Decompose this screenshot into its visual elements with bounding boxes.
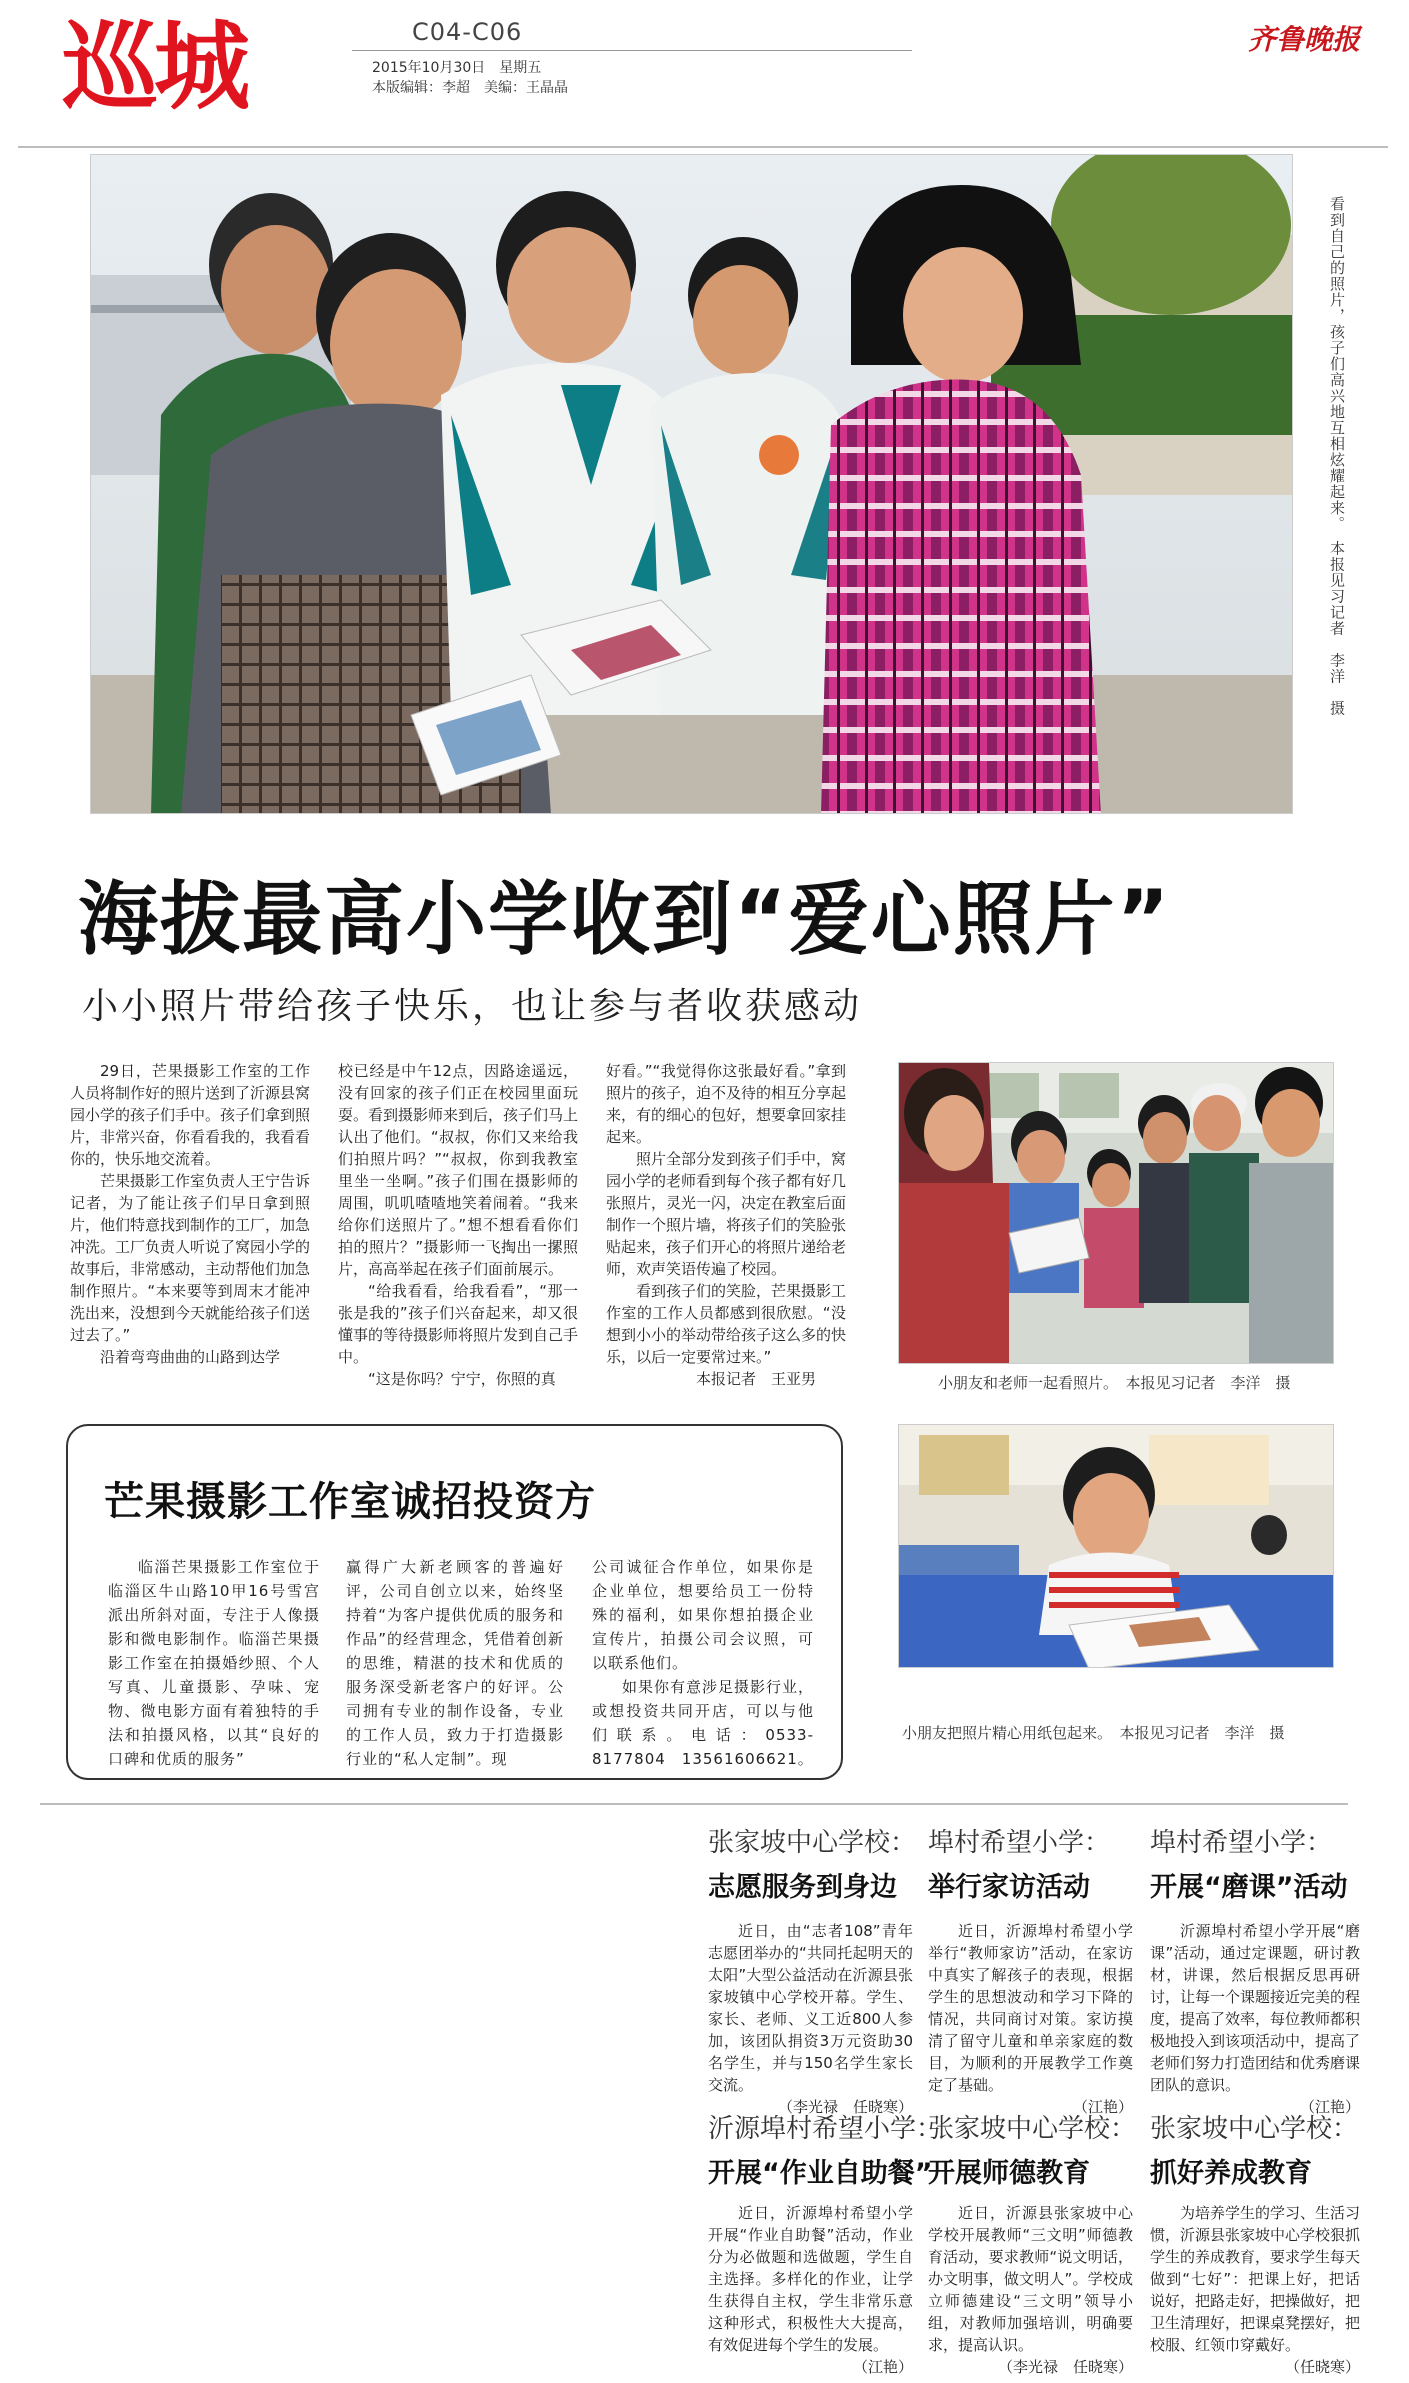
main-photo [90, 154, 1293, 814]
header-divider [352, 50, 912, 51]
article-column-2 [338, 1060, 578, 1390]
article-paragraph: 芒果摄影工作室负责人王宁告诉记者，为了能让孩子们早日拿到照片，他们特意找到制作的工厂，加急冲洗。工厂负责人听说了窝园小学的故事后，非常感动，主动帮他们加急制作照片。“本来要等到周末才能冲洗出来，没想到今天就能给孩子们送过去了。” [70, 1172, 311, 1344]
photo-2-scene [899, 1063, 1334, 1364]
brief-body [928, 1920, 1133, 2118]
brief-teacher-ethics [928, 2108, 1137, 2378]
article-subhead: 小小照片带给孩子快乐，也让参与者收获感动 [82, 986, 863, 1027]
article-paragraph: “给我看看，给我看看”，“那一张是我的”孩子们兴奋起来，却又很懂事的等待摄影师将照片发到自己手中。 [338, 1282, 579, 1366]
brief-school: 张家坡中心学校： [928, 2114, 1137, 2144]
brief-homework-buffet [708, 2108, 943, 2378]
ad-contact: 如果你有意涉足摄影行业，或想投资共同开店，可以与他们联系。电话：0533-8177804 13561606621。 [592, 1678, 815, 1768]
briefs-divider [40, 1803, 1348, 1805]
photo-3-caption: 小朋友把照片精心用纸包起来。 本报见习记者 李洋 摄 [902, 1724, 1285, 1742]
brief-body [708, 1920, 913, 2118]
brief-school: 沂源埠村希望小学： [708, 2114, 943, 2144]
photo-girl-wrapping [898, 1424, 1334, 1668]
brief-title: 志愿服务到身边 [708, 1872, 897, 1903]
article-column-3 [606, 1060, 846, 1390]
brief-volunteer-service [708, 1822, 917, 2118]
brief-body [1150, 1920, 1360, 2118]
ad-title: 芒果摄影工作室诚招投资方 [104, 1479, 596, 1525]
ad-paragraph: 公司诚征合作单位，如果你是企业单位，想要给员工一份特殊的福利，如果你想拍摄企业宣传片，拍摄公司会议照，可以联系他们。 [592, 1558, 814, 1672]
photo-3-scene [899, 1425, 1334, 1668]
header-rule [18, 146, 1388, 148]
photo-2-caption: 小朋友和老师一起看照片。 本报见习记者 李洋 摄 [938, 1374, 1291, 1392]
photo-kids-with-teacher [898, 1062, 1334, 1364]
article-column-1 [70, 1060, 310, 1368]
ad-paragraph: 临淄芒果摄影工作室位于临淄区牛山路10甲16号雪宫派出所斜对面，专注于人像摄影和微电影制作。临淄芒果摄影工作室在拍摄婚纱照、个人写真、儿童摄影、孕味、宠物、微电影方面有着独特的手法和拍摄风格，以其“良好的口碑和优质的服务” [108, 1558, 320, 1768]
section-masthead: 巡城 [62, 10, 246, 123]
brief-text: 近日，沂源埠村希望小学举行“教师家访”活动，在家访中真实了解孩子的表现，根据学生的思想波动和学习下降的情况，共同商讨对策。家访摸清了留守儿童和单亲家庭的数目，为顺利的开展教学工作奠定了基础。 [928, 1922, 1133, 2094]
brief-text: 近日，由“志者108”青年志愿团举办的“共同托起明天的太阳”大型公益活动在沂源县张家坡镇中心学校开幕。学生、家长、老师、义工近800人参加，该团队捐资3万元资助30名学生，并与150名学生家长交流。 [708, 1922, 913, 2094]
brief-title: 举行家访活动 [928, 1872, 1090, 1903]
brief-school: 张家坡中心学校： [1150, 2114, 1359, 2144]
issue-date: 2015年10月30日 星期五 [372, 60, 542, 76]
brief-body [1150, 2202, 1360, 2378]
brief-text: 为培养学生的学习、生活习惯，沂源县张家坡中心学校狠抓学生的养成教育，要求学生每天做到“七好”：把课上好，把话说好，把路走好，把操做好，把卫生清理好，把课桌凳摆好，把校服、红领巾穿戴好。 [1150, 2204, 1361, 2354]
brief-body [708, 2202, 913, 2378]
ad-paragraph: 赢得广大新老顾客的普遍好评，公司自创立以来，始终坚持着“为客户提供优质的服务和作品”的经营理念，凭借着创新的思维，精湛的技术和优质的服务深受新老客户的好评。公司拥有专业的制作设备，专业的工作人员，致力于打造摄影行业的“私人定制”。现 [346, 1558, 564, 1768]
brief-sign: （任晓寒） [1284, 2358, 1360, 2376]
ad-column-3 [592, 1555, 814, 1771]
main-photo-scene [91, 155, 1293, 814]
article-paragraph: 校已经是中午12点，因路途遥远，没有回家的孩子们正在校园里面玩耍。看到摄影师来到后，孩子们马上认出了他们。“叔叔，你们又来给我们拍照片吗？”“叔叔，你到我教室里坐一坐啊。”孩子们围在摄影师的周围，叽叽喳喳地笑着闹着。“我来给你们送照片了。”想不想看看你们拍的照片？”摄影师一飞掏出一摞照片，高高举起在孩子们面前展示。 [338, 1062, 579, 1278]
brief-body [928, 2202, 1133, 2378]
article-paragraph: “这是你吗？宁宁，你照的真 [368, 1370, 556, 1388]
article-paragraph: 照片全部分发到孩子们手中，窝园小学的老师看到每个孩子都有好几张照片，灵光一闪，决定在教室后面制作一个照片墙，将孩子们的笑脸张贴起来，孩子们开心的将照片递给老师，欢声笑语传遍了校园。 [606, 1150, 847, 1278]
article-paragraph: 看到孩子们的笑脸，芒果摄影工作室的工作人员都感到很欣慰。“没想到小小的举动带给孩子这么多的快乐，以后一定要常过来。” [606, 1282, 847, 1366]
brief-sign: （江艳） [1299, 2098, 1360, 2116]
brief-text: 近日，沂源埠村希望小学开展“作业自助餐”活动，作业分为必做题和选做题，学生自主选择。多样化的作业，让学生获得自主权，学生非常乐意这种形式，积极性大大提高，有效促进每个学生的发展。 [708, 2204, 913, 2354]
brief-school: 埠村希望小学： [1150, 1828, 1333, 1858]
brief-title: 开展“作业自助餐” [708, 2158, 933, 2189]
brief-text: 沂源埠村希望小学开展“磨课”活动，通过定课题，研讨教材，讲课，然后根据反思再研讨，让每一个课题接近完美的程度，提高了效率，每位教师都积极地投入到该项活动中，提高了老师们努力打造团结和优秀磨课团队的意识。 [1150, 1922, 1361, 2094]
main-photo-caption: 看到自己的照片，孩子们高兴地互相炫耀起来。 本报见习记者 李洋 摄 [1328, 196, 1346, 717]
article-byline: 本报记者 王亚男 [695, 1370, 816, 1388]
article-headline: 海拔最高小学收到“爱心照片” [78, 873, 1172, 966]
brief-sign: （李光禄 任晓寒） [777, 2098, 913, 2116]
brief-school: 张家坡中心学校： [708, 1828, 917, 1858]
brief-sign: （江艳） [1072, 2098, 1133, 2116]
brief-title: 开展“磨课”活动 [1150, 1872, 1348, 1903]
article-paragraph: 好看。”“我觉得你这张最好看。”拿到照片的孩子，迫不及待的相互分享起来，有的细心的包好，想要拿回家挂起来。 [606, 1062, 847, 1146]
brief-sign: （江艳） [852, 2358, 913, 2376]
brief-sign: （李光禄 任晓寒） [997, 2358, 1133, 2376]
brief-text: 近日，沂源县张家坡中心学校开展教师“三文明”师德教育活动，要求教师“说文明话，办文明事，做文明人”。学校成立师德建设“三文明”领导小组，对教师加强培训，明确要求，提高认识。 [928, 2204, 1133, 2354]
brief-home-visits [928, 1822, 1133, 2118]
issue-meta [372, 58, 568, 98]
article-paragraph: 沿着弯弯曲曲的山路到达学 [100, 1348, 281, 1366]
brief-habit-education [1150, 2108, 1360, 2378]
brief-title: 抓好养成教育 [1150, 2158, 1312, 2189]
brief-school: 埠村希望小学： [928, 1828, 1111, 1858]
ad-column-1 [108, 1555, 320, 1771]
issue-editors: 本版编辑：李超 美编：王晶晶 [372, 80, 568, 96]
article-paragraph: 29日，芒果摄影工作室的工作人员将制作好的照片送到了沂源县窝园小学的孩子们手中。孩子们拿到照片，非常兴奋，你看看我的，我看看你的，快乐地交流着。 [70, 1062, 311, 1168]
ad-column-2 [346, 1555, 564, 1771]
page-range: C04-C06 [412, 18, 523, 46]
newspaper-logo: 齐鲁晚报 [1248, 23, 1361, 56]
brief-polish-lessons [1150, 1822, 1360, 2118]
brief-title: 开展师德教育 [928, 2158, 1090, 2189]
